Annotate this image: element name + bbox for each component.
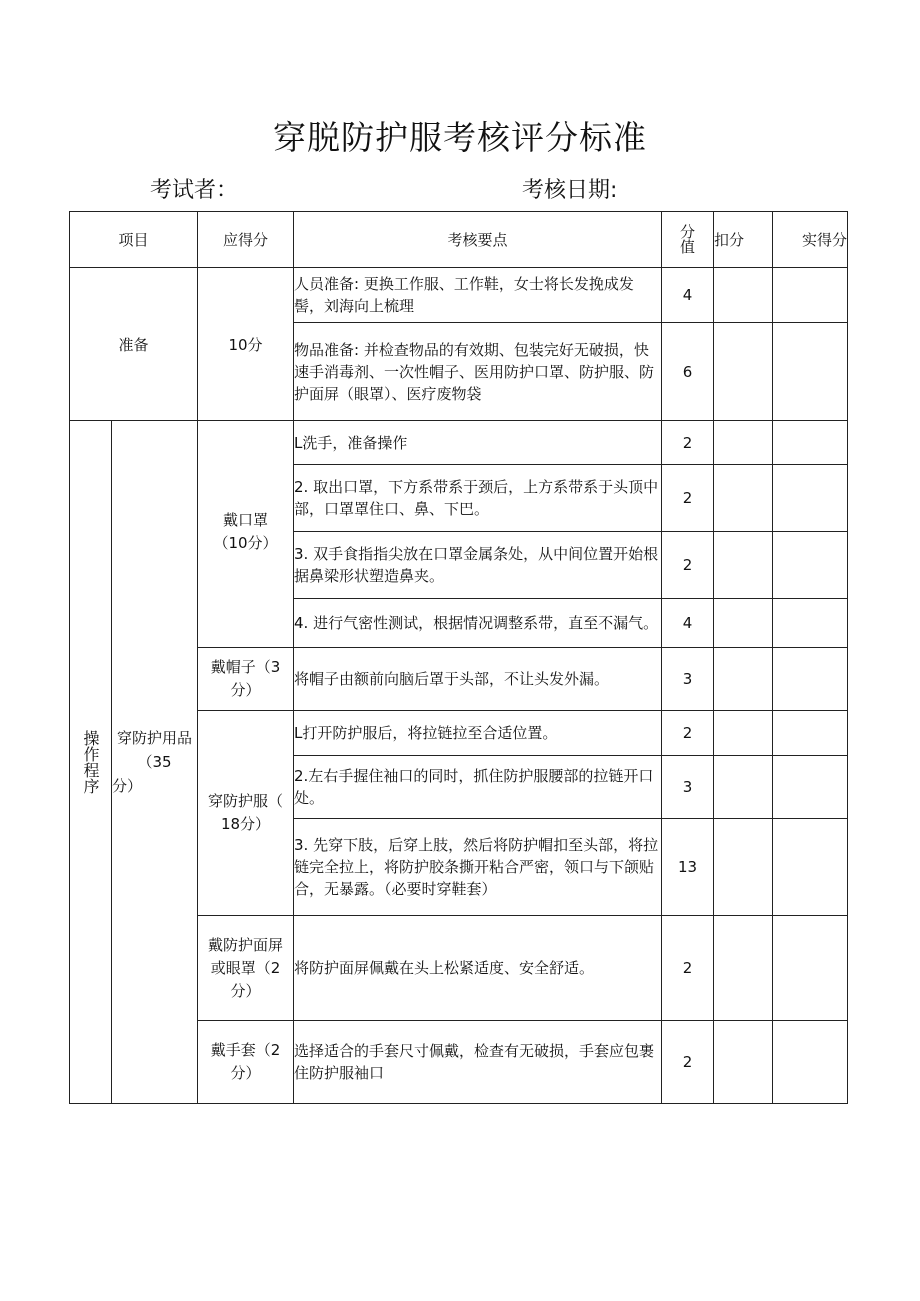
mask-label: 戴口罩 （10分）: [198, 421, 294, 648]
deduct-cell[interactable]: [714, 532, 773, 599]
key-point: L洗手，准备操作: [294, 421, 662, 465]
points-value: 2: [662, 421, 714, 465]
prep-score: 10分: [198, 268, 294, 421]
key-point: 选择适合的手套尺寸佩戴，检查有无破损，手套应包裹住防护服袖口: [294, 1021, 662, 1104]
group-label: 穿防护用品 （35 分）: [112, 421, 198, 1104]
points-value: 2: [662, 1021, 714, 1104]
key-point: 2. 取出口罩，下方系带系于颈后，上方系带系于头顶中部，口罩罩住口、鼻、下巴。: [294, 465, 662, 532]
key-point: 3. 双手食指指尖放在口罩金属条处，从中间位置开始根据鼻梁形状塑造鼻夹。: [294, 532, 662, 599]
actual-cell[interactable]: [773, 819, 848, 916]
deduct-cell[interactable]: [714, 819, 773, 916]
points-value: 3: [662, 648, 714, 711]
actual-cell[interactable]: [773, 323, 848, 421]
deduct-cell[interactable]: [714, 1021, 773, 1104]
prep-label: 准备: [70, 268, 198, 421]
actual-cell[interactable]: [773, 599, 848, 648]
gloves-label: 戴手套（2 分）: [198, 1021, 294, 1104]
points-value: 3: [662, 756, 714, 819]
key-point: 将防护面屏佩戴在头上松紧适度、安全舒适。: [294, 916, 662, 1021]
page-title: 穿脱防护服考核评分标准: [273, 118, 647, 157]
key-point: 4. 进行气密性测试，根据情况调整系带，直至不漏气。: [294, 599, 662, 648]
actual-cell[interactable]: [773, 756, 848, 819]
points-value: 2: [662, 916, 714, 1021]
points-value: 2: [662, 532, 714, 599]
cap-label: 戴帽子（3 分）: [198, 648, 294, 711]
actual-cell[interactable]: [773, 1021, 848, 1104]
points-value: 2: [662, 711, 714, 756]
header-item: 项目: [70, 212, 198, 268]
header-actual: 实得分: [773, 212, 848, 268]
operation-label: 操作程序: [70, 421, 112, 1104]
key-point: 物品准备: 并检查物品的有效期、包装完好无破损，快速手消毒剂、一次性帽子、医用防护口罩、防护服、防护面屏（眼罩）、医疗废物袋: [294, 323, 662, 421]
deduct-cell[interactable]: [714, 756, 773, 819]
points-value: 6: [662, 323, 714, 421]
actual-cell[interactable]: [773, 268, 848, 323]
deduct-cell[interactable]: [714, 268, 773, 323]
points-value: 4: [662, 268, 714, 323]
points-value: 2: [662, 465, 714, 532]
deduct-cell[interactable]: [714, 599, 773, 648]
key-point: 人员准备: 更换工作服、工作鞋，女士将长发挽成发髻，刘海向上梳理: [294, 268, 662, 323]
key-point: 将帽子由额前向脑后罩于头部，不让头发外漏。: [294, 648, 662, 711]
key-point: 2.左右手握住袖口的同时，抓住防护服腰部的拉链开口处。: [294, 756, 662, 819]
actual-cell[interactable]: [773, 916, 848, 1021]
table-row: [70, 268, 848, 323]
actual-cell[interactable]: [773, 421, 848, 465]
examinee-label: 考试者：: [150, 178, 239, 203]
scoring-table: [69, 211, 848, 1104]
points-value: 4: [662, 599, 714, 648]
deduct-cell[interactable]: [714, 916, 773, 1021]
deduct-cell[interactable]: [714, 711, 773, 756]
header-row: [70, 212, 848, 268]
deduct-cell[interactable]: [714, 421, 773, 465]
deduct-cell[interactable]: [714, 648, 773, 711]
points-value: 13: [662, 819, 714, 916]
key-point: 3. 先穿下肢，后穿上肢，然后将防护帽扣至头部，将拉链完全拉上，将防护胶条撕开粘合严密，领口与下颌贴合，无暴露。（必要时穿鞋套）: [294, 819, 662, 916]
actual-cell[interactable]: [773, 532, 848, 599]
actual-cell[interactable]: [773, 465, 848, 532]
gown-label: 穿防护服（ 18分）: [198, 711, 294, 916]
header-key-points: 考核要点: [294, 212, 662, 268]
deduct-cell[interactable]: [714, 323, 773, 421]
table-row: [70, 421, 848, 465]
exam-date-label: 考核日期:: [522, 178, 618, 203]
header-deduct: 扣分: [714, 212, 773, 268]
deduct-cell[interactable]: [714, 465, 773, 532]
actual-cell[interactable]: [773, 711, 848, 756]
shield-label: 戴防护面屏 或眼罩（2 分）: [198, 916, 294, 1021]
header-should-score: 应得分: [198, 212, 294, 268]
header-points: 分值: [662, 212, 714, 268]
actual-cell[interactable]: [773, 648, 848, 711]
key-point: L打开防护服后，将拉链拉至合适位置。: [294, 711, 662, 756]
